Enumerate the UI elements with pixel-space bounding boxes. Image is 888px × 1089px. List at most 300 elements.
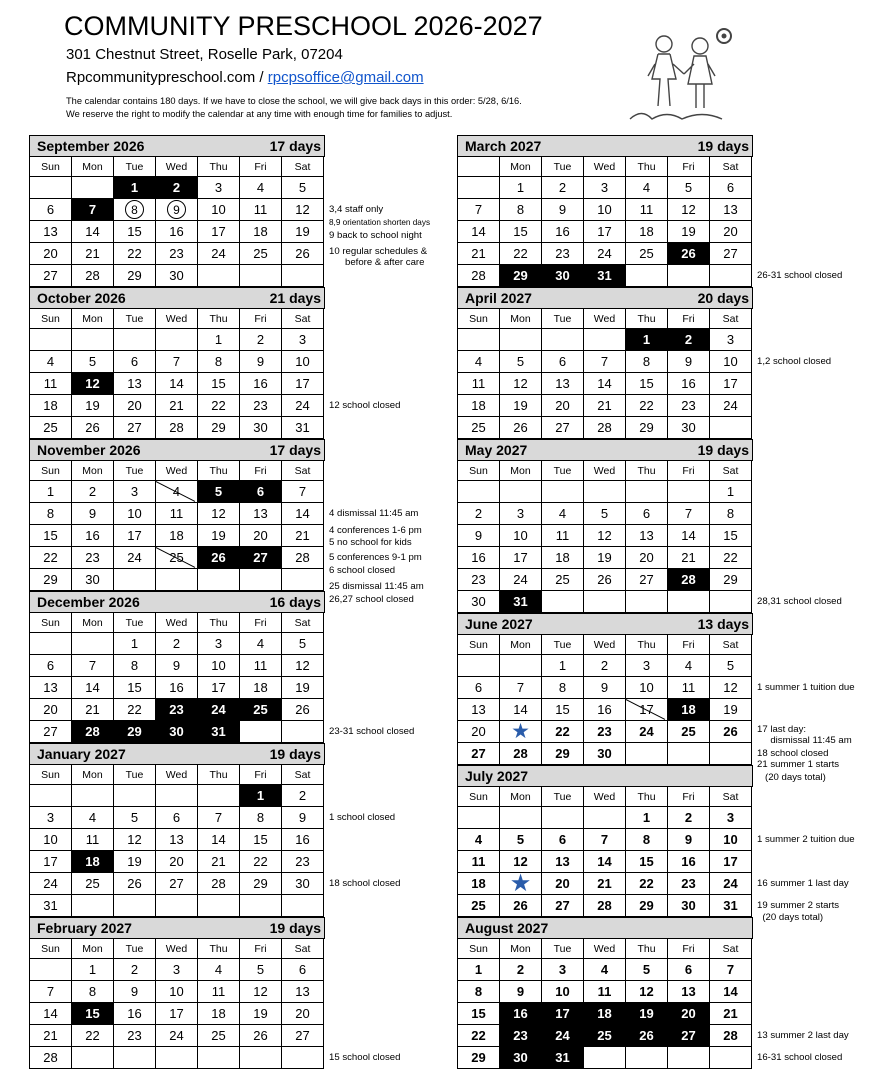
day-20: 20 <box>282 1003 324 1025</box>
day-27: 27 <box>30 265 72 287</box>
weekday-header: Tue <box>542 939 584 959</box>
day-20: 20 <box>542 395 584 417</box>
day-10: 10 <box>198 199 240 221</box>
day-19: 19 <box>500 395 542 417</box>
day-10: 10 <box>542 981 584 1003</box>
day-31: 31 <box>584 265 626 287</box>
day-9: 9 <box>156 655 198 677</box>
day-23: 23 <box>542 243 584 265</box>
day-29: 29 <box>626 895 668 917</box>
day-9: 9 <box>114 981 156 1003</box>
month-block <box>29 135 431 287</box>
day-cell <box>710 743 752 765</box>
month-header <box>457 439 753 461</box>
weekday-header: Sun <box>30 613 72 633</box>
day-28: 28 <box>72 721 114 743</box>
day-30: 30 <box>542 265 584 287</box>
day-18: 18 <box>584 1003 626 1025</box>
school-address: 301 Chestnut Street, Roselle Park, 07204 <box>66 46 343 63</box>
day-28: 28 <box>282 547 324 569</box>
day-25: 25 <box>584 1025 626 1047</box>
month-name: May 2027 <box>465 442 528 458</box>
day-20: 20 <box>114 395 156 417</box>
month-grid <box>29 157 325 287</box>
day-17: 17 <box>710 373 752 395</box>
day-cell <box>626 265 668 287</box>
weekday-header: Mon <box>72 765 114 785</box>
day-1: 1 <box>72 959 114 981</box>
weekday-header: Fri <box>668 157 710 177</box>
day-12: 12 <box>282 199 324 221</box>
note-line-1: The calendar contains 180 days. If we have to close the school, we will give back days in this order: 5/28, 6/16. <box>66 96 522 106</box>
day-8: 8 <box>710 503 752 525</box>
day-7: 7 <box>72 655 114 677</box>
day-22: 22 <box>710 547 752 569</box>
day-6: 6 <box>668 959 710 981</box>
day-19: 19 <box>584 547 626 569</box>
weekday-header: Fri <box>668 461 710 481</box>
month-header <box>457 135 753 157</box>
day-15: 15 <box>626 851 668 873</box>
day-cell <box>156 569 198 591</box>
day-cell <box>114 329 156 351</box>
day-7: 7 <box>458 199 500 221</box>
month-days: 21 days <box>269 290 321 306</box>
day-5: 5 <box>500 829 542 851</box>
day-18: 18 <box>156 525 198 547</box>
day-29: 29 <box>500 265 542 287</box>
day-2: 2 <box>72 481 114 503</box>
day-21: 21 <box>30 1025 72 1047</box>
day-6: 6 <box>282 959 324 981</box>
day-cell <box>282 721 324 743</box>
weekday-header: Sun <box>458 461 500 481</box>
day-13: 13 <box>710 199 752 221</box>
day-11: 11 <box>156 503 198 525</box>
day-19: 19 <box>626 1003 668 1025</box>
month-days: 19 days <box>269 746 321 762</box>
day-9: 9 <box>584 677 626 699</box>
month-block <box>457 135 843 287</box>
day-cell <box>458 481 500 503</box>
day-31: 31 <box>500 591 542 613</box>
day-22: 22 <box>114 699 156 721</box>
day-31: 31 <box>282 417 324 439</box>
calendar-note-text: 15 school closed <box>329 1052 401 1063</box>
day-31: 31 <box>30 895 72 917</box>
day-cell <box>240 1047 282 1069</box>
day-16: 16 <box>72 525 114 547</box>
day-7: 7 <box>500 677 542 699</box>
day-12: 12 <box>500 851 542 873</box>
day-cell <box>668 1047 710 1069</box>
day-18: 18 <box>542 547 584 569</box>
weekday-header: Sat <box>710 787 752 807</box>
day-16: 16 <box>282 829 324 851</box>
day-19: 19 <box>114 851 156 873</box>
day-9: 9 <box>668 829 710 851</box>
month-grid <box>29 461 325 591</box>
month-grid <box>457 635 753 765</box>
weekday-header: Tue <box>542 157 584 177</box>
day-10: 10 <box>114 503 156 525</box>
day-14: 14 <box>710 981 752 1003</box>
day-8: 8 <box>626 351 668 373</box>
day-27: 27 <box>626 569 668 591</box>
calendar-note-text: 12 school closed <box>329 400 401 411</box>
day-5: 5 <box>500 351 542 373</box>
day-16: 16 <box>114 1003 156 1025</box>
month-grid <box>457 787 753 917</box>
day-12: 12 <box>584 525 626 547</box>
day-4: 4 <box>668 655 710 677</box>
day-30: 30 <box>156 265 198 287</box>
day-23: 23 <box>668 873 710 895</box>
day-27: 27 <box>458 743 500 765</box>
day-cell <box>72 895 114 917</box>
weekday-header: Fri <box>240 613 282 633</box>
calendar-note-text: 21 summer 1 starts <box>757 759 840 770</box>
day-28: 28 <box>198 873 240 895</box>
day-30: 30 <box>72 569 114 591</box>
day-27: 27 <box>710 243 752 265</box>
day-13: 13 <box>626 525 668 547</box>
calendar-note-text: (20 days total) <box>757 912 824 924</box>
day-22: 22 <box>114 243 156 265</box>
day-25: 25 <box>668 721 710 743</box>
weekday-header: Mon <box>72 309 114 329</box>
day-1: 1 <box>30 481 72 503</box>
weekday-header: Sat <box>710 939 752 959</box>
day-17: 17 <box>282 373 324 395</box>
day-cell <box>710 1047 752 1069</box>
day-15: 15 <box>500 221 542 243</box>
day-18: 18 <box>30 395 72 417</box>
weekday-header: Sat <box>282 157 324 177</box>
day-cell <box>500 655 542 677</box>
day-7: 7 <box>668 503 710 525</box>
day-cell <box>584 807 626 829</box>
day-cell <box>30 785 72 807</box>
day-25: 25 <box>240 699 282 721</box>
day-11: 11 <box>584 981 626 1003</box>
day-23: 23 <box>156 699 198 721</box>
day-22: 22 <box>240 851 282 873</box>
day-4: 4 <box>458 351 500 373</box>
day-4: 4 <box>626 177 668 199</box>
day-4: 4 <box>198 959 240 981</box>
day-23: 23 <box>500 1025 542 1047</box>
day-28: 28 <box>584 417 626 439</box>
day-24: 24 <box>198 243 240 265</box>
day-cell <box>626 743 668 765</box>
weekday-header: Sat <box>710 635 752 655</box>
month-name: June 2027 <box>465 616 533 632</box>
day-14: 14 <box>458 221 500 243</box>
day-3: 3 <box>198 177 240 199</box>
day-29: 29 <box>626 417 668 439</box>
day-6: 6 <box>156 807 198 829</box>
calendar-column-right <box>457 135 855 1069</box>
day-1: 1 <box>500 177 542 199</box>
day-18: 18 <box>198 1003 240 1025</box>
day-4: 4 <box>240 633 282 655</box>
day-25: 25 <box>458 895 500 917</box>
day-cell <box>198 1047 240 1069</box>
day-12: 12 <box>710 677 752 699</box>
day-2: 2 <box>240 329 282 351</box>
day-3: 3 <box>710 329 752 351</box>
day-8: 8 <box>114 655 156 677</box>
day-21: 21 <box>668 547 710 569</box>
day-9 <box>156 199 198 221</box>
day-19 <box>500 873 542 895</box>
star-icon: ★ <box>511 720 530 743</box>
day-8 <box>114 199 156 221</box>
day-10: 10 <box>198 655 240 677</box>
day-26: 26 <box>72 417 114 439</box>
day-21: 21 <box>282 525 324 547</box>
day-14: 14 <box>282 503 324 525</box>
day-15: 15 <box>710 525 752 547</box>
calendar-note-text: 13 summer 2 last day <box>757 1030 849 1041</box>
page-title: COMMUNITY PRESCHOOL 2026-2027 <box>64 11 543 41</box>
day-13: 13 <box>542 851 584 873</box>
weekday-header: Sun <box>458 309 500 329</box>
day-20: 20 <box>626 547 668 569</box>
weekday-header: Thu <box>198 157 240 177</box>
day-23: 23 <box>156 243 198 265</box>
day-28: 28 <box>458 265 500 287</box>
day-16: 16 <box>240 373 282 395</box>
day-24: 24 <box>710 395 752 417</box>
day-cell <box>30 329 72 351</box>
month-days: 19 days <box>269 920 321 936</box>
calendar-note-text: 8,9 orientation shorten days <box>329 218 431 228</box>
day-22: 22 <box>626 873 668 895</box>
day-15: 15 <box>72 1003 114 1025</box>
day-3: 3 <box>114 481 156 503</box>
day-9: 9 <box>72 503 114 525</box>
day-2: 2 <box>156 177 198 199</box>
day-12: 12 <box>668 199 710 221</box>
day-7: 7 <box>72 199 114 221</box>
month-name: February 2027 <box>37 920 132 936</box>
day-cell <box>156 329 198 351</box>
day-13: 13 <box>156 829 198 851</box>
day-cell <box>282 1047 324 1069</box>
month-block <box>29 743 401 917</box>
day-23: 23 <box>668 395 710 417</box>
month-days: 19 days <box>697 138 749 154</box>
day-cell <box>282 265 324 287</box>
day-7: 7 <box>584 829 626 851</box>
weekday-header: Mon <box>500 939 542 959</box>
contact-line <box>66 69 424 86</box>
day-13: 13 <box>240 503 282 525</box>
day-6: 6 <box>542 351 584 373</box>
day-11: 11 <box>542 525 584 547</box>
day-11: 11 <box>198 981 240 1003</box>
day-cell <box>584 329 626 351</box>
month-block <box>457 287 832 439</box>
day-2: 2 <box>500 959 542 981</box>
day-cell <box>240 265 282 287</box>
day-6: 6 <box>626 503 668 525</box>
day-29: 29 <box>240 873 282 895</box>
weekday-header: Mon <box>500 309 542 329</box>
day-cell <box>30 177 72 199</box>
day-28: 28 <box>710 1025 752 1047</box>
day-26: 26 <box>668 243 710 265</box>
day-23: 23 <box>458 569 500 591</box>
day-11: 11 <box>626 199 668 221</box>
day-14: 14 <box>584 373 626 395</box>
weekday-header: Tue <box>542 635 584 655</box>
weekday-header: Sat <box>282 613 324 633</box>
day-cell <box>500 481 542 503</box>
weekday-header: Thu <box>626 635 668 655</box>
month-block <box>29 917 401 1069</box>
day-30: 30 <box>282 873 324 895</box>
day-7: 7 <box>282 481 324 503</box>
calendar-note-text: 18 school closed <box>329 878 401 889</box>
weekday-header: Tue <box>114 939 156 959</box>
month-header <box>29 917 325 939</box>
calendar-note-text: 9 back to school night <box>329 230 422 242</box>
day-2: 2 <box>458 503 500 525</box>
month-header <box>457 765 753 787</box>
calendar-note-text: 25 dismissal 11:45 am <box>329 580 424 592</box>
day-21: 21 <box>458 243 500 265</box>
weekday-header: Thu <box>626 787 668 807</box>
weekday-header: Thu <box>626 461 668 481</box>
day-15: 15 <box>458 1003 500 1025</box>
month-name: March 2027 <box>465 138 542 154</box>
day-cell <box>30 633 72 655</box>
day-cell <box>72 329 114 351</box>
weekday-header: Thu <box>198 613 240 633</box>
weekday-header: Tue <box>542 787 584 807</box>
calendar-note-text: 5 no school for kids <box>329 536 412 548</box>
day-8: 8 <box>458 981 500 1003</box>
calendar-note-text: 16-31 school closed <box>757 1052 843 1063</box>
day-13: 13 <box>542 373 584 395</box>
day-23: 23 <box>584 721 626 743</box>
month-days: 19 days <box>697 442 749 458</box>
day-6: 6 <box>30 199 72 221</box>
month-header <box>29 439 325 461</box>
calendar-note-text: 1 summer 2 tuition due <box>757 834 855 845</box>
day-11: 11 <box>30 373 72 395</box>
day-7: 7 <box>198 807 240 829</box>
day-25: 25 <box>198 1025 240 1047</box>
day-30: 30 <box>668 895 710 917</box>
day-6: 6 <box>542 829 584 851</box>
month-name: October 2026 <box>37 290 126 306</box>
weekday-header: Wed <box>584 461 626 481</box>
day-30: 30 <box>240 417 282 439</box>
day-28: 28 <box>30 1047 72 1069</box>
day-cell <box>72 785 114 807</box>
day-17: 17 <box>114 525 156 547</box>
day-cell <box>668 265 710 287</box>
weekday-header: Sun <box>30 157 72 177</box>
month-days: 17 days <box>269 442 321 458</box>
day-26: 26 <box>282 243 324 265</box>
day-15: 15 <box>114 677 156 699</box>
weekday-header: Mon <box>72 939 114 959</box>
day-cell <box>240 895 282 917</box>
day-2: 2 <box>668 807 710 829</box>
day-26: 26 <box>710 721 752 743</box>
weekday-header: Mon <box>500 635 542 655</box>
day-18: 18 <box>240 677 282 699</box>
weekday-header: Fri <box>668 635 710 655</box>
day-27: 27 <box>156 873 198 895</box>
day-16: 16 <box>668 851 710 873</box>
day-31: 31 <box>542 1047 584 1069</box>
day-cell <box>156 1047 198 1069</box>
day-24: 24 <box>584 243 626 265</box>
day-22: 22 <box>626 395 668 417</box>
day-19: 19 <box>198 525 240 547</box>
weekday-header: Sun <box>458 939 500 959</box>
day-6: 6 <box>240 481 282 503</box>
day-8: 8 <box>30 503 72 525</box>
email-link[interactable]: rpcpsoffice@gmail.com <box>267 69 424 86</box>
day-28: 28 <box>668 569 710 591</box>
weekday-header: Wed <box>584 635 626 655</box>
day-11: 11 <box>240 199 282 221</box>
weekday-header: Thu <box>198 461 240 481</box>
day-cell <box>542 591 584 613</box>
day-29: 29 <box>198 417 240 439</box>
day-14: 14 <box>156 373 198 395</box>
day-13: 13 <box>458 699 500 721</box>
day-7: 7 <box>584 351 626 373</box>
day-13: 13 <box>282 981 324 1003</box>
day-number-circled: 8 <box>125 200 144 219</box>
month-header <box>457 613 753 635</box>
day-10: 10 <box>500 525 542 547</box>
day-30: 30 <box>500 1047 542 1069</box>
weekday-header: Tue <box>114 613 156 633</box>
day-28: 28 <box>584 895 626 917</box>
weekday-header: Wed <box>584 939 626 959</box>
day-cell <box>626 1047 668 1069</box>
day-17: 17 <box>156 1003 198 1025</box>
month-days: 17 days <box>269 138 321 154</box>
weekday-header: Wed <box>156 939 198 959</box>
weekday-header: Sun <box>30 461 72 481</box>
day-11: 11 <box>240 655 282 677</box>
day-cell <box>458 807 500 829</box>
day-21: 21 <box>584 395 626 417</box>
weekday-header: Sun <box>30 765 72 785</box>
day-29: 29 <box>30 569 72 591</box>
weekday-header: Wed <box>156 613 198 633</box>
day-22: 22 <box>72 1025 114 1047</box>
weekday-header: Tue <box>114 309 156 329</box>
weekday-header: Fri <box>240 461 282 481</box>
day-cell <box>626 591 668 613</box>
day-5: 5 <box>240 959 282 981</box>
day-12: 12 <box>72 373 114 395</box>
day-10: 10 <box>710 829 752 851</box>
month-grid <box>457 939 753 1069</box>
weekday-header: Mon <box>500 157 542 177</box>
